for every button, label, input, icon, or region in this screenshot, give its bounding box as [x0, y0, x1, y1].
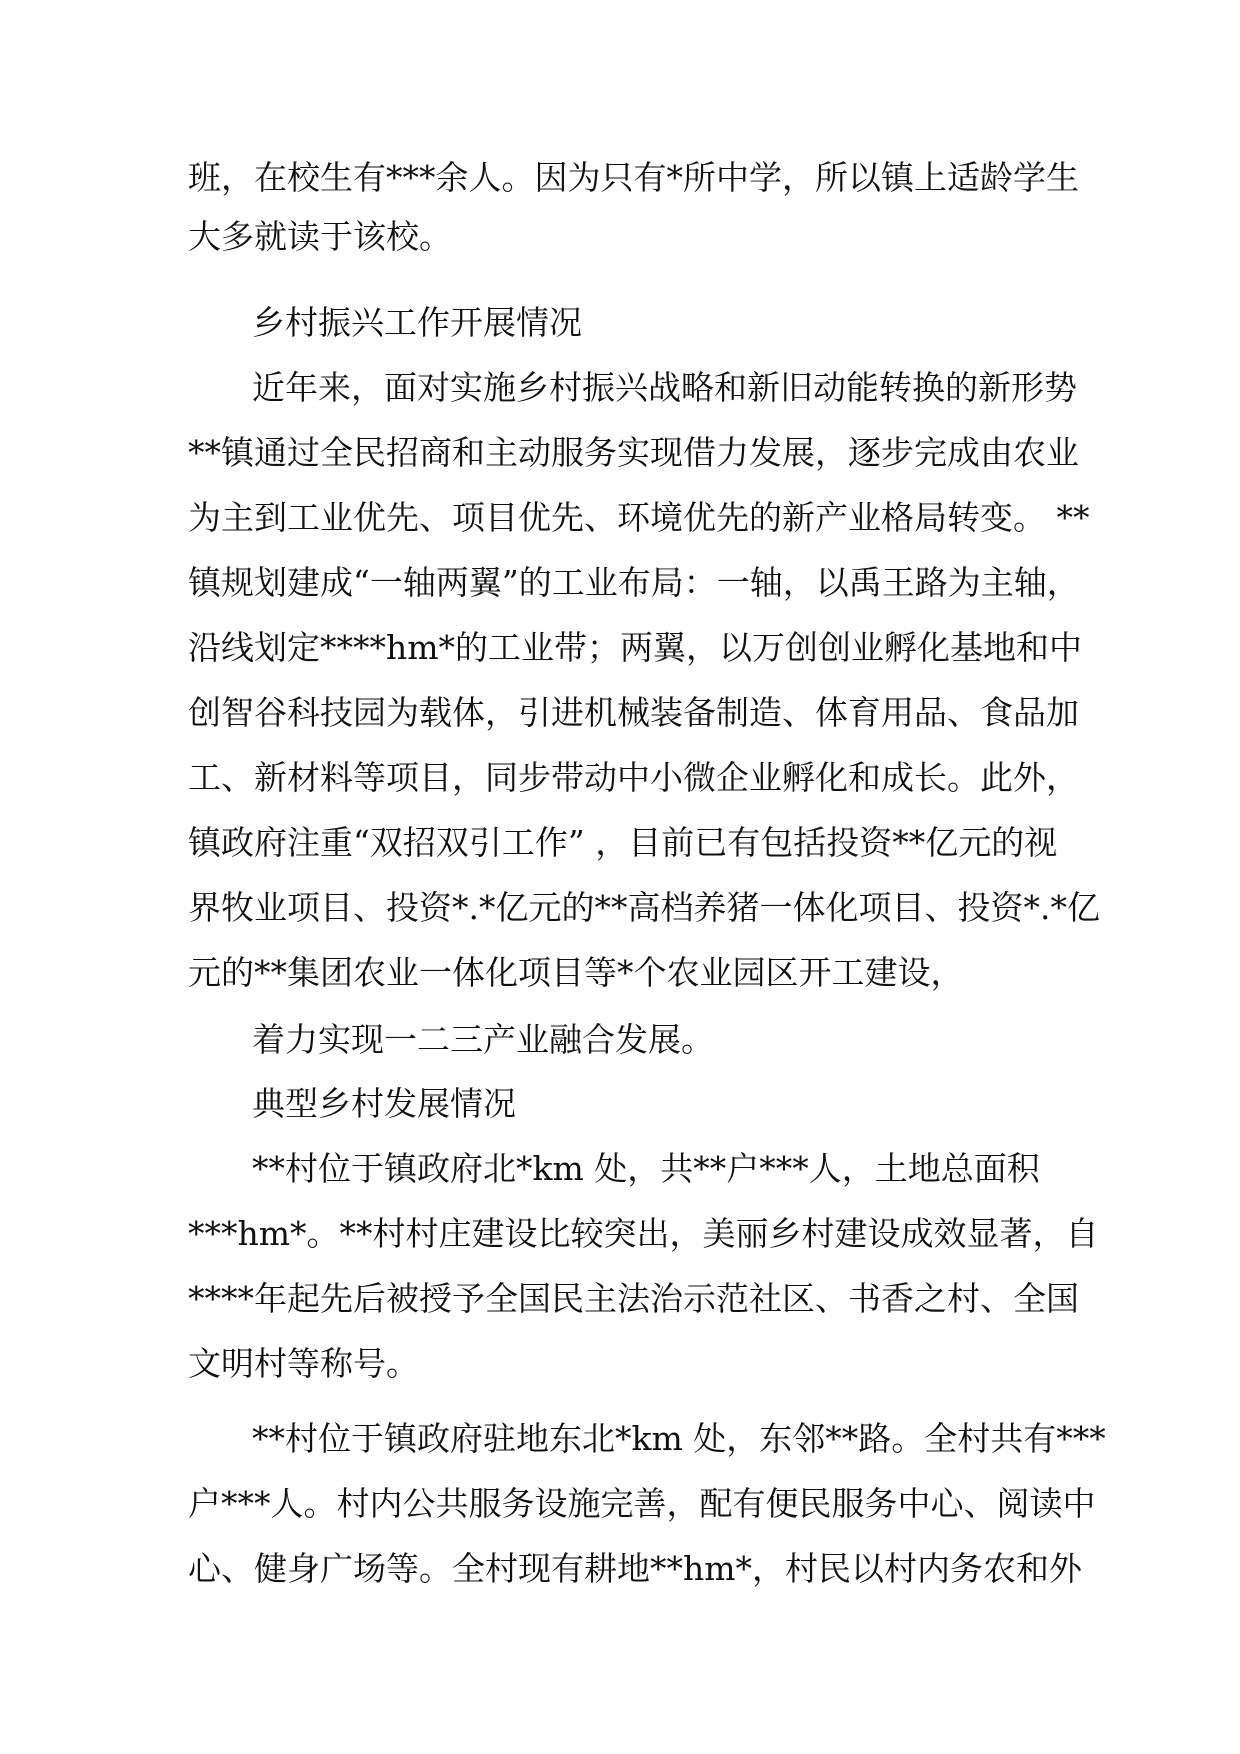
text-line: 镇规划建成“一轴两翼”的工业布局：一轴，以禹王路为主轴，	[188, 563, 1080, 602]
text-line: 户***人。村内公共服务设施完善，配有便民服务中心、阅读中	[188, 1484, 1096, 1523]
text-line: 着力实现一二三产业融合发展。	[252, 1020, 714, 1059]
text-line: 为主到工业优先、项目优先、环境优先的新产业格局转变。 **	[188, 498, 1090, 537]
text-line: 元的**集团农业一体化项目等*个农业园区开工建设，	[188, 953, 964, 992]
text-line: ***hm*。**村村庄建设比较突出，美丽乡村建设成效显著，自	[188, 1214, 1099, 1253]
text-line: **镇通过全民招商和主动服务实现借力发展，逐步完成由农业	[188, 433, 1079, 472]
text-line: **村位于镇政府北*km 处，共**户***人，土地总面积	[252, 1149, 1040, 1188]
text-line: 近年来，面对实施乡村振兴战略和新旧动能转换的新形势	[252, 368, 1077, 407]
text-line: 班，在校生有***余人。因为只有*所中学，所以镇上适龄学生	[188, 158, 1079, 197]
section-heading-rural-revitalization: 乡村振兴工作开展情况	[252, 303, 582, 342]
section-heading-typical-villages: 典型乡村发展情况	[252, 1084, 516, 1123]
text-line: 界牧业项目、投资*.*亿元的**高档养猪一体化项目、投资*.*亿	[188, 888, 1100, 927]
text-line: 心、健身广场等。全村现有耕地**hm*，村民以村内务农和外	[188, 1549, 1083, 1588]
text-line: 大多就读于该校。	[188, 217, 452, 256]
text-line: 工、新材料等项目，同步带动中小微企业孵化和成长。此外，	[188, 758, 1079, 797]
text-line: 沿线划定****hm*的工业带；两翼，以万创创业孵化基地和中	[188, 628, 1083, 667]
text-line: 文明村等称号。	[188, 1344, 419, 1383]
text-line: **村位于镇政府驻地东北*km 处，东邻**路。全村共有***	[252, 1419, 1106, 1458]
text-line: ****年起先后被授予全国民主法治示范社区、书香之村、全国	[188, 1279, 1079, 1318]
text-line: 创智谷科技园为载体，引进机械装备制造、体育用品、食品加	[188, 693, 1079, 732]
text-line: 镇政府注重“双招双引工作” ，目前已有包括投资**亿元的视	[188, 823, 1058, 862]
